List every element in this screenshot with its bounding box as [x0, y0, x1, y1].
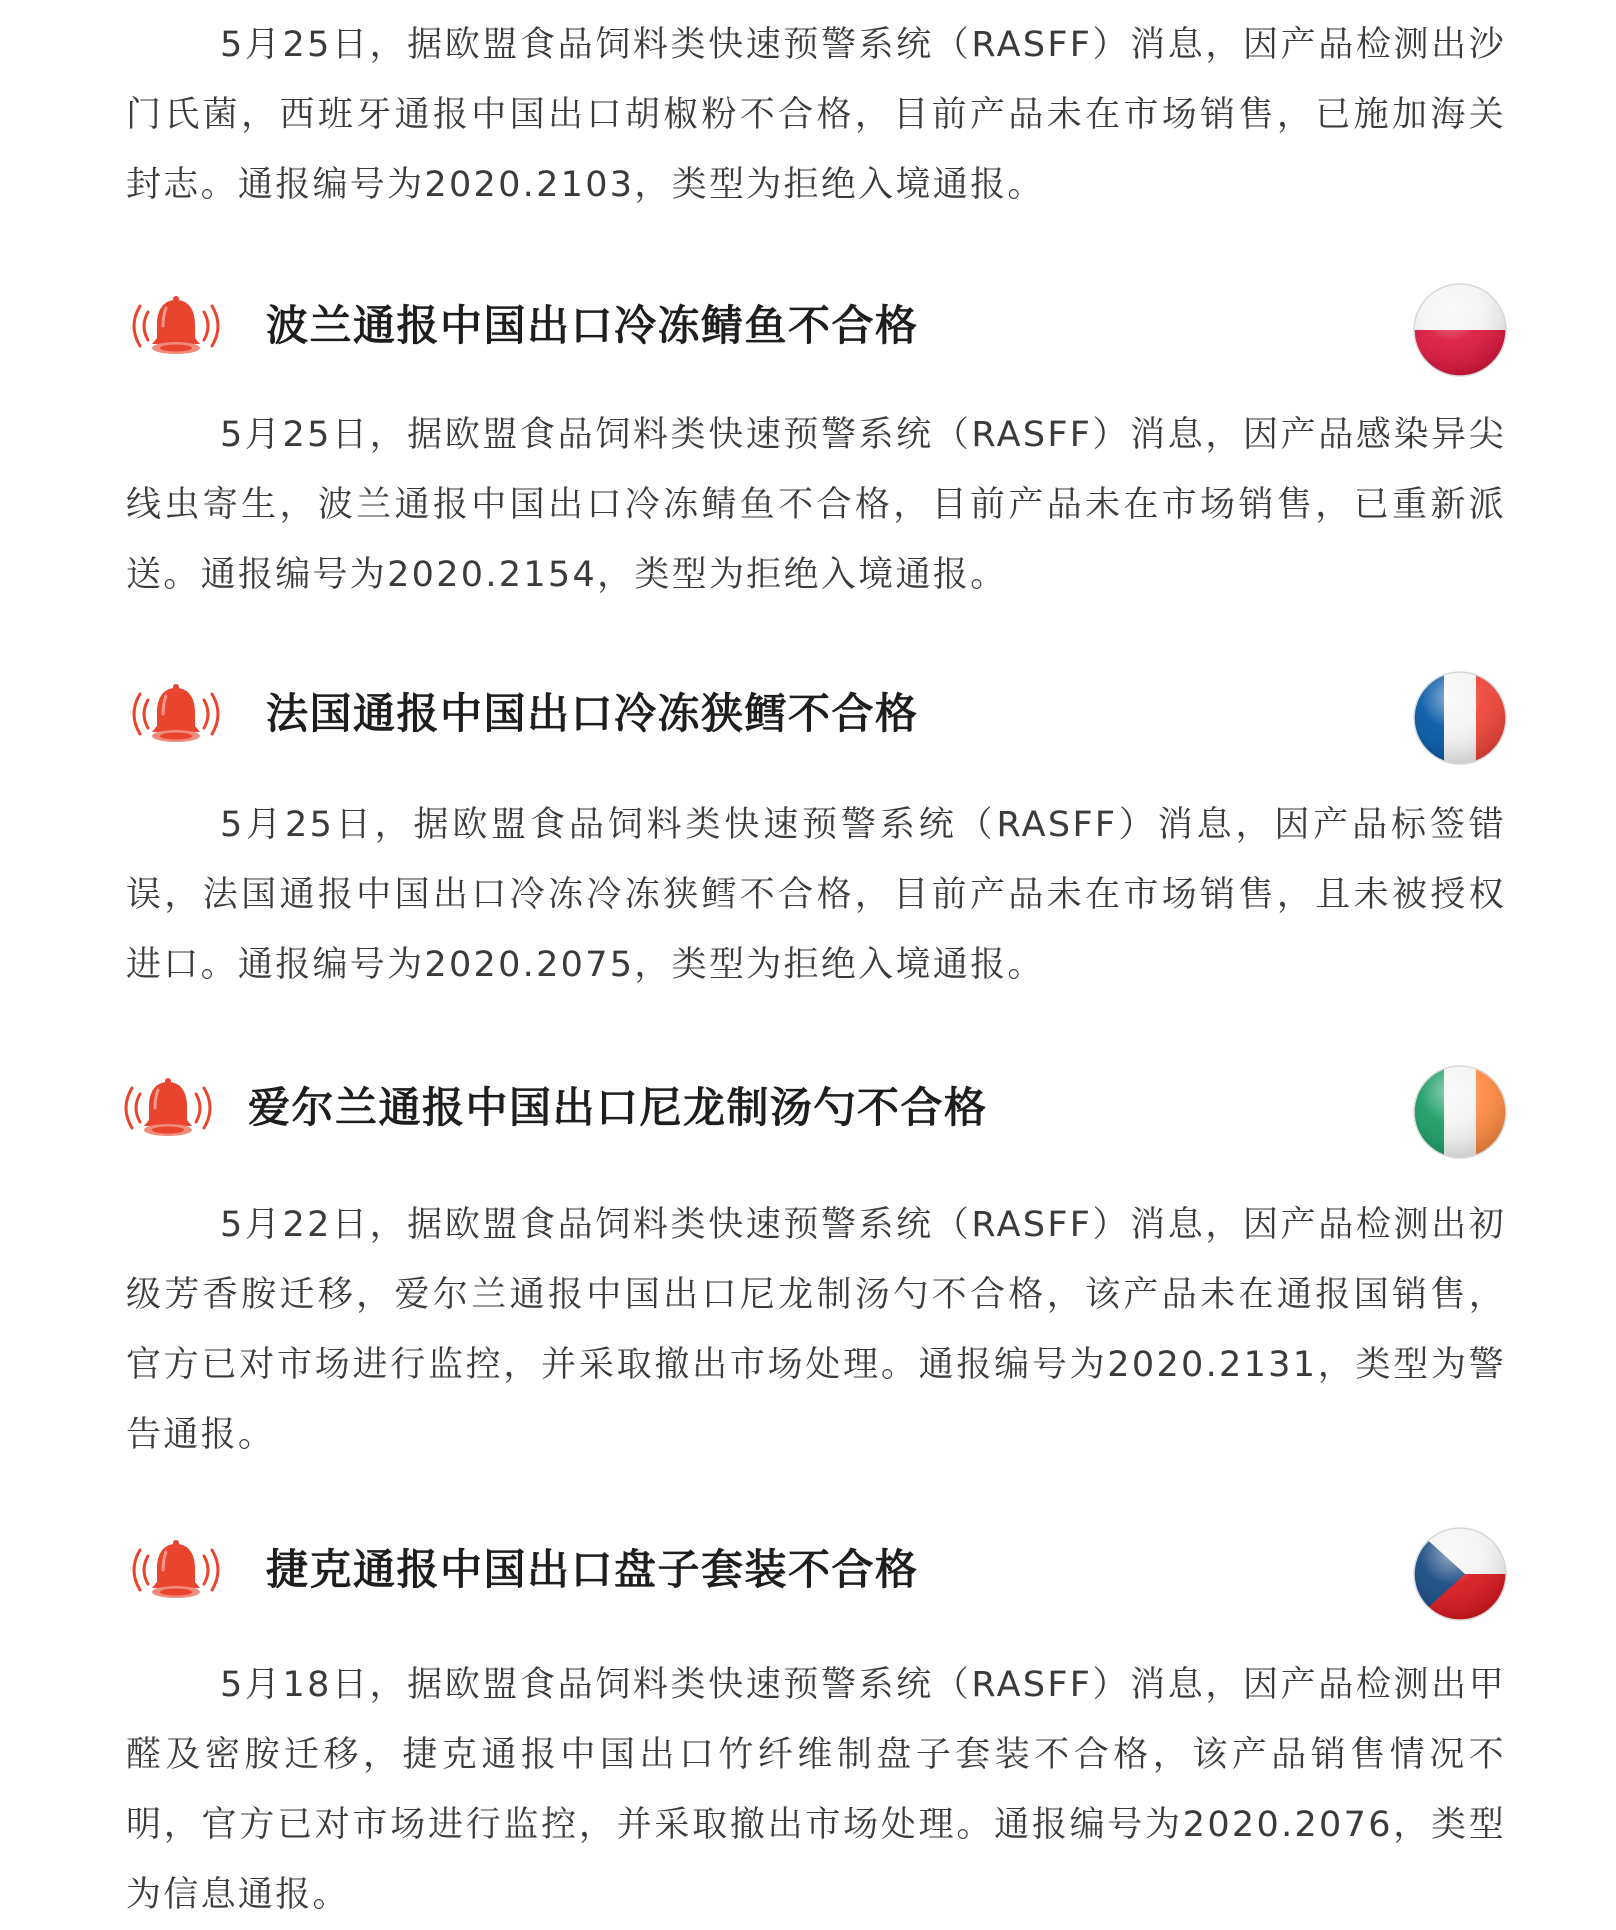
notice-title: 爱尔兰通报中国出口尼龙制汤勺不合格: [248, 1083, 988, 1132]
alarm-bell-icon: [126, 682, 226, 746]
notice-header-ireland: [120, 1062, 1510, 1162]
france-flag-icon: [1410, 668, 1510, 768]
notice-title: 法国通报中国出口冷冻狭鳕不合格: [266, 689, 919, 738]
alarm-bell-icon: [118, 1076, 218, 1140]
alarm-bell-icon: [126, 294, 226, 358]
intro-paragraph: 5月25日，据欧盟食品饲料类快速预警系统（RASFF）消息，因产品检测出沙门氏菌，西班牙通报中国出口胡椒粉不合格，目前产品未在市场销售，已施加海关封志。通报编号为2020.2103，类型为拒绝入境通报。: [126, 25, 1506, 205]
notice-paragraph-france: 5月25日，据欧盟食品饲料类快速预警系统（RASFF）消息，因产品标签错误，法国通报中国出口冷冻冷冻狭鳕不合格，目前产品未在市场销售，且未被授权进口。通报编号为2020.2075，类型为拒绝入境通报。: [126, 805, 1506, 985]
notice-header-czech: [120, 1524, 1510, 1624]
notice-paragraph-ireland: 5月22日，据欧盟食品饲料类快速预警系统（RASFF）消息，因产品检测出初级芳香胺迁移，爱尔兰通报中国出口尼龙制汤勺不合格，该产品未在通报国销售，官方已对市场进行监控，并采取撤出市场处理。通报编号为2020.2131，类型为警告通报。: [126, 1205, 1506, 1455]
notice-paragraph-poland: 5月25日，据欧盟食品饲料类快速预警系统（RASFF）消息，因产品感染异尖线虫寄生，波兰通报中国出口冷冻鲭鱼不合格，目前产品未在市场销售，已重新派送。通报编号为2020.2154，类型为拒绝入境通报。: [126, 415, 1506, 595]
notice-header-france: [120, 668, 1510, 768]
notice-title: 捷克通报中国出口盘子套装不合格: [266, 1545, 919, 1594]
notice-paragraph-czech: 5月18日，据欧盟食品饲料类快速预警系统（RASFF）消息，因产品检测出甲醛及密胺迁移，捷克通报中国出口竹纤维制盘子套装不合格，该产品销售情况不明，官方已对市场进行监控，并采取撤出市场处理。通报编号为2020.2076，类型为信息通报。: [126, 1665, 1506, 1915]
notice-header-poland: [120, 280, 1510, 380]
czech-flag-icon: [1410, 1524, 1510, 1624]
ireland-flag-icon: [1410, 1062, 1510, 1162]
poland-flag-icon: [1410, 280, 1510, 380]
alarm-bell-icon: [126, 1538, 226, 1602]
notice-title: 波兰通报中国出口冷冻鲭鱼不合格: [266, 301, 919, 350]
